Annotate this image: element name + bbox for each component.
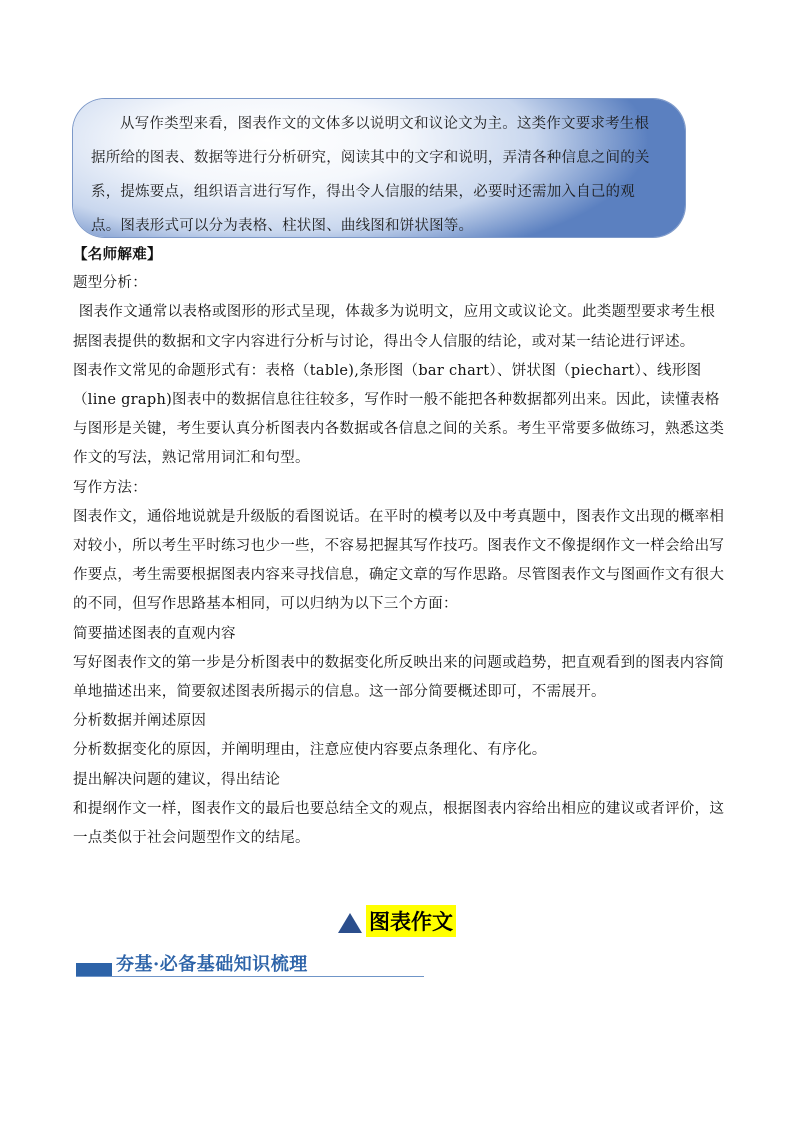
type-analysis-title: 题型分析： bbox=[73, 275, 147, 292]
section-tag: 【名师解难】 bbox=[73, 246, 162, 263]
section-title-text: 图表作文 bbox=[366, 905, 456, 937]
type-analysis-paragraph-2: 图表作文常见的命题形式有：表格（table),条形图（bar chart）、饼状图（piechart）、线形图（line graph)图表中的数据信息往往较多，写作时一般不能把各种数据都列出来。因此，读懂表格与图形是关键，考生要认真分析图表内各数据或各信息之间的关系。考生平常要多做练习，熟悉这类作文的写法，熟记常用词汇和句型。 bbox=[73, 362, 725, 467]
banner-underline bbox=[76, 976, 424, 977]
intro-box bbox=[73, 99, 685, 237]
method-paragraph-1: 图表作文，通俗地说就是升级版的看图说话。在平时的模考以及中考真题中，图表作文出现的概率相对较小，所以考生平时练习也少一些，不容易把握其写作技巧。图表作文不像提纲作文一样会给出写作要点，考生需要根据图表内容来寻找信息，确定文章的写作思路。尽管图表作文与图画作文有很大的不同，但写作思路基本相同，可以归纳为以下三个方面： bbox=[73, 508, 725, 613]
section-title-row bbox=[0, 904, 794, 938]
step2-text: 分析数据变化的原因，并阐明理由，注意应使内容要点条理化、有序化。 bbox=[73, 742, 547, 759]
method-title: 写作方法： bbox=[73, 479, 147, 496]
step3-title: 提出解决问题的建议，得出结论 bbox=[73, 771, 281, 788]
banner-bar bbox=[76, 963, 112, 976]
type-analysis-paragraph-1: 图表作文通常以表格或图形的形式呈现，体裁多为说明文，应用文或议论文。此类题型要求考生根据图表提供的数据和文字内容进行分析与讨论，得出令人信服的结论，或对某一结论进行评述。 bbox=[73, 304, 716, 350]
intro-text: 从写作类型来看，图表作文的文体多以说明文和议论文为主。这类作文要求考生根据所给的图表、数据等进行分析研究，阅读其中的文字和说明，弄清各种信息之间的关系，提炼要点，组织语言进行写作，得出令人信服的结果，必要时还需加入自己的观点。图表形式可以分为表格、柱状图、曲线图和饼状图等。 bbox=[91, 116, 650, 234]
knowledge-banner bbox=[76, 950, 424, 980]
section-title bbox=[338, 905, 456, 937]
step1-title: 简要描述图表的直观内容 bbox=[73, 625, 236, 642]
step3-text: 和提纲作文一样，图表作文的最后也要总结全文的观点，根据图表内容给出相应的建议或者评价，这一点类似于社会问题型作文的结尾。 bbox=[73, 800, 725, 847]
triangle-icon bbox=[338, 913, 362, 933]
main-content bbox=[73, 240, 725, 853]
step1-text: 写好图表作文的第一步是分析图表中的数据变化所反映出来的问题或趋势，把直观看到的图表内容简单地描述出来，简要叙述图表所揭示的信息。这一部分简要概述即可，不需展开。 bbox=[73, 654, 725, 701]
banner-text: 夯基·必备基础知识梳理 bbox=[116, 954, 308, 975]
step2-title: 分析数据并阐述原因 bbox=[73, 713, 207, 730]
